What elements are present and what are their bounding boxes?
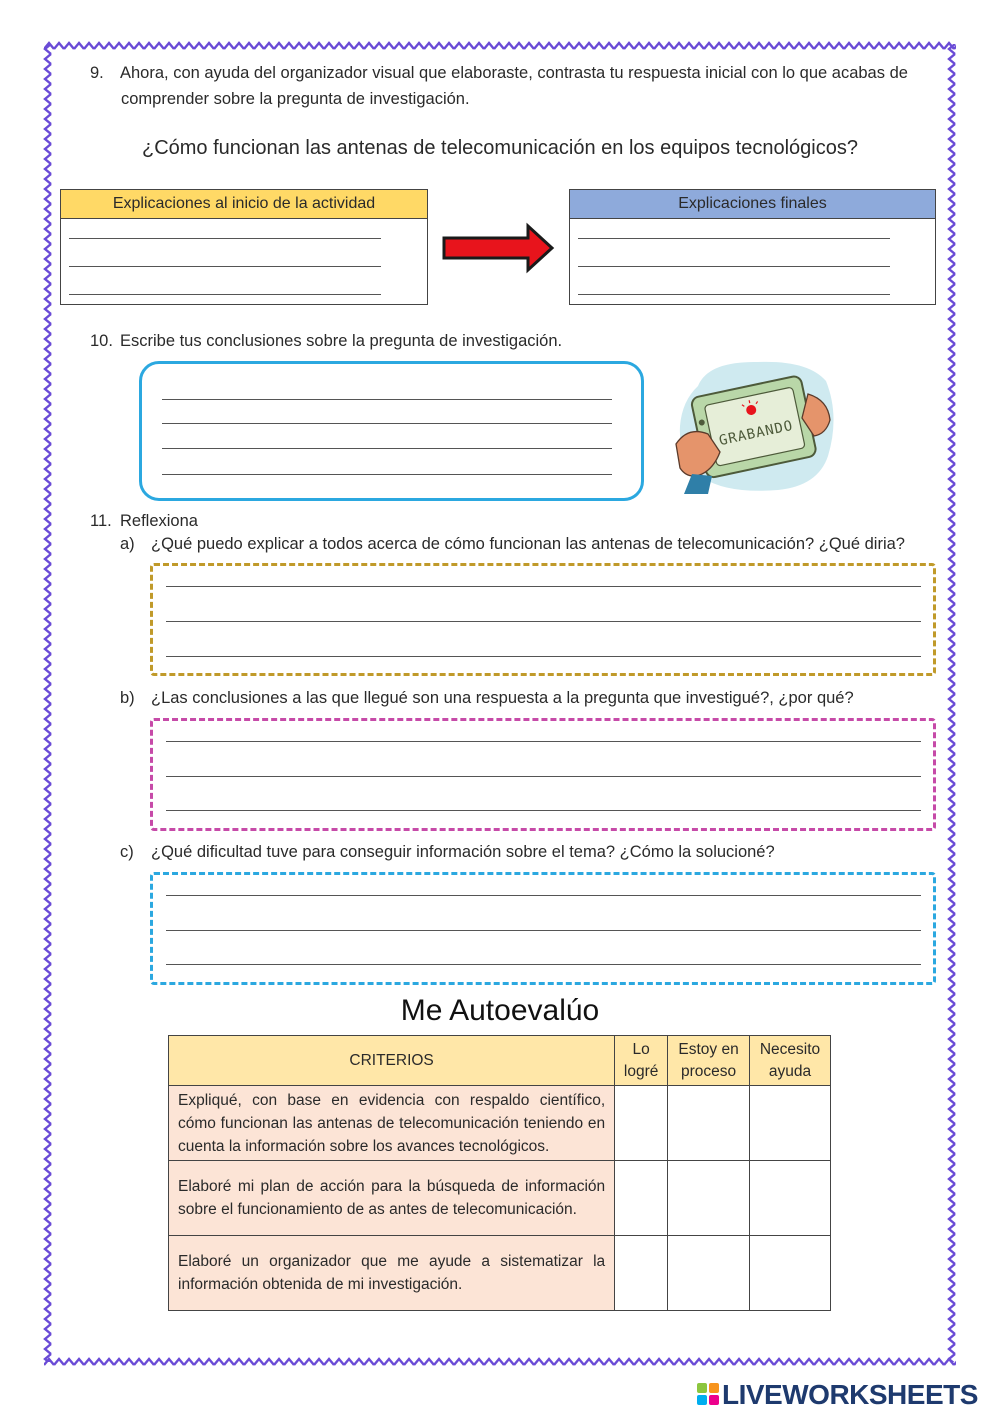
research-question: ¿Cómo funcionan las antenas de telecomunicación en los equipos tecnológicos? — [141, 137, 858, 159]
answer-line[interactable] — [166, 930, 921, 931]
criteria-cell: Elaboré mi plan de acción para la búsqueda de información sobre el funcionamiento de as antes de telecomunicación. — [169, 1161, 615, 1236]
question-10 — [90, 328, 562, 354]
item-text: ¿Qué puedo explicar a todos acerca de cómo funcionan las antenas de telecomunicación? ¿Qué diria? — [151, 535, 905, 553]
table-row — [169, 1236, 831, 1311]
answer-line[interactable] — [578, 294, 890, 295]
in-progress-cell[interactable] — [668, 1161, 750, 1236]
liveworksheets-logo-text: LIVEWORKSHEETS — [722, 1379, 978, 1410]
answer-line[interactable] — [162, 448, 612, 449]
initial-explanations-header: Explicaciones al inicio de la actividad — [61, 190, 427, 219]
answer-line[interactable] — [578, 266, 890, 267]
answer-line[interactable] — [162, 474, 612, 475]
reflection-question-c — [120, 843, 775, 862]
need-help-header: Necesito ayuda — [750, 1036, 831, 1086]
in-progress-cell[interactable] — [668, 1086, 750, 1161]
liveworksheets-logo-icon — [697, 1383, 719, 1405]
criteria-header: CRITERIOS — [169, 1036, 615, 1086]
answer-line[interactable] — [69, 238, 381, 239]
in-progress-cell[interactable] — [668, 1236, 750, 1311]
question-10-text: Escribe tus conclusiones sobre la pregunta de investigación. — [120, 332, 563, 350]
answer-box-a — [150, 563, 936, 676]
item-letter: b) — [120, 689, 135, 707]
answer-line[interactable] — [162, 399, 612, 400]
achieved-cell[interactable] — [615, 1161, 668, 1236]
question-9-text-line1: Ahora, con ayuda del organizador visual que elaboraste, contrasta tu respuesta inicial con lo que acabas de — [120, 64, 908, 82]
need-help-cell[interactable] — [750, 1161, 831, 1236]
criteria-cell: Expliqué, con base en evidencia con respaldo científico, cómo funcionan las antenas de telecomunicación teniendo en cuenta la información sobre los avances tecnológicos. — [169, 1086, 615, 1161]
decorative-border-right — [946, 44, 958, 1362]
initial-explanations-box — [60, 189, 428, 305]
answer-line[interactable] — [166, 776, 921, 777]
question-10-number: 10. — [90, 332, 113, 350]
answer-line[interactable] — [166, 741, 921, 742]
item-text: ¿Las conclusiones a las que llegué son una respuesta a la pregunta que investigué?, ¿por qué? — [151, 689, 854, 707]
answer-box-c — [150, 872, 936, 985]
self-evaluation-title: Me Autoevalúo — [400, 994, 600, 1027]
achieved-cell[interactable] — [615, 1086, 668, 1161]
question-11-number: 11. — [90, 512, 112, 530]
answer-line[interactable] — [162, 423, 612, 424]
self-evaluation-table — [168, 1035, 831, 1311]
table-header-row — [169, 1036, 831, 1086]
final-explanations-box — [569, 189, 936, 305]
table-row — [169, 1086, 831, 1161]
criteria-cell: Elaboré un organizador que me ayude a sistematizar la información obtenida de mi investigación. — [169, 1236, 615, 1311]
achieved-cell[interactable] — [615, 1236, 668, 1311]
conclusions-box — [139, 361, 644, 501]
answer-line[interactable] — [69, 294, 381, 295]
in-progress-header: Estoy en proceso — [668, 1036, 750, 1086]
item-letter: a) — [120, 535, 135, 553]
decorative-border-bottom — [44, 1356, 956, 1368]
answer-box-b — [150, 718, 936, 831]
answer-line[interactable] — [69, 266, 381, 267]
right-arrow-icon — [440, 222, 556, 274]
answer-line[interactable] — [166, 621, 921, 622]
answer-line[interactable] — [166, 586, 921, 587]
recording-label: GRABANDO — [717, 417, 795, 450]
answer-line[interactable] — [166, 895, 921, 896]
answer-line[interactable] — [166, 656, 921, 657]
question-11-text: Reflexiona — [120, 512, 198, 530]
liveworksheets-logo — [697, 1378, 997, 1408]
decorative-border-left — [42, 44, 54, 1362]
question-9-number: 9. — [90, 64, 104, 82]
question-11 — [90, 508, 198, 534]
table-row — [169, 1161, 831, 1236]
need-help-cell[interactable] — [750, 1086, 831, 1161]
recording-tablet-illustration — [668, 356, 838, 496]
answer-line[interactable] — [166, 964, 921, 965]
item-letter: c) — [120, 843, 134, 861]
need-help-cell[interactable] — [750, 1236, 831, 1311]
question-9-text-line2: comprender sobre la pregunta de investigación. — [121, 90, 470, 108]
reflection-question-a — [120, 535, 905, 554]
achieved-header: Lo logré — [615, 1036, 668, 1086]
decorative-border-top — [44, 40, 956, 52]
item-text: ¿Qué dificultad tuve para conseguir información sobre el tema? ¿Cómo la solucioné? — [151, 843, 775, 861]
answer-line[interactable] — [166, 810, 921, 811]
answer-line[interactable] — [578, 238, 890, 239]
final-explanations-header: Explicaciones finales — [570, 190, 935, 219]
question-9 — [90, 60, 940, 112]
reflection-question-b — [120, 689, 854, 708]
